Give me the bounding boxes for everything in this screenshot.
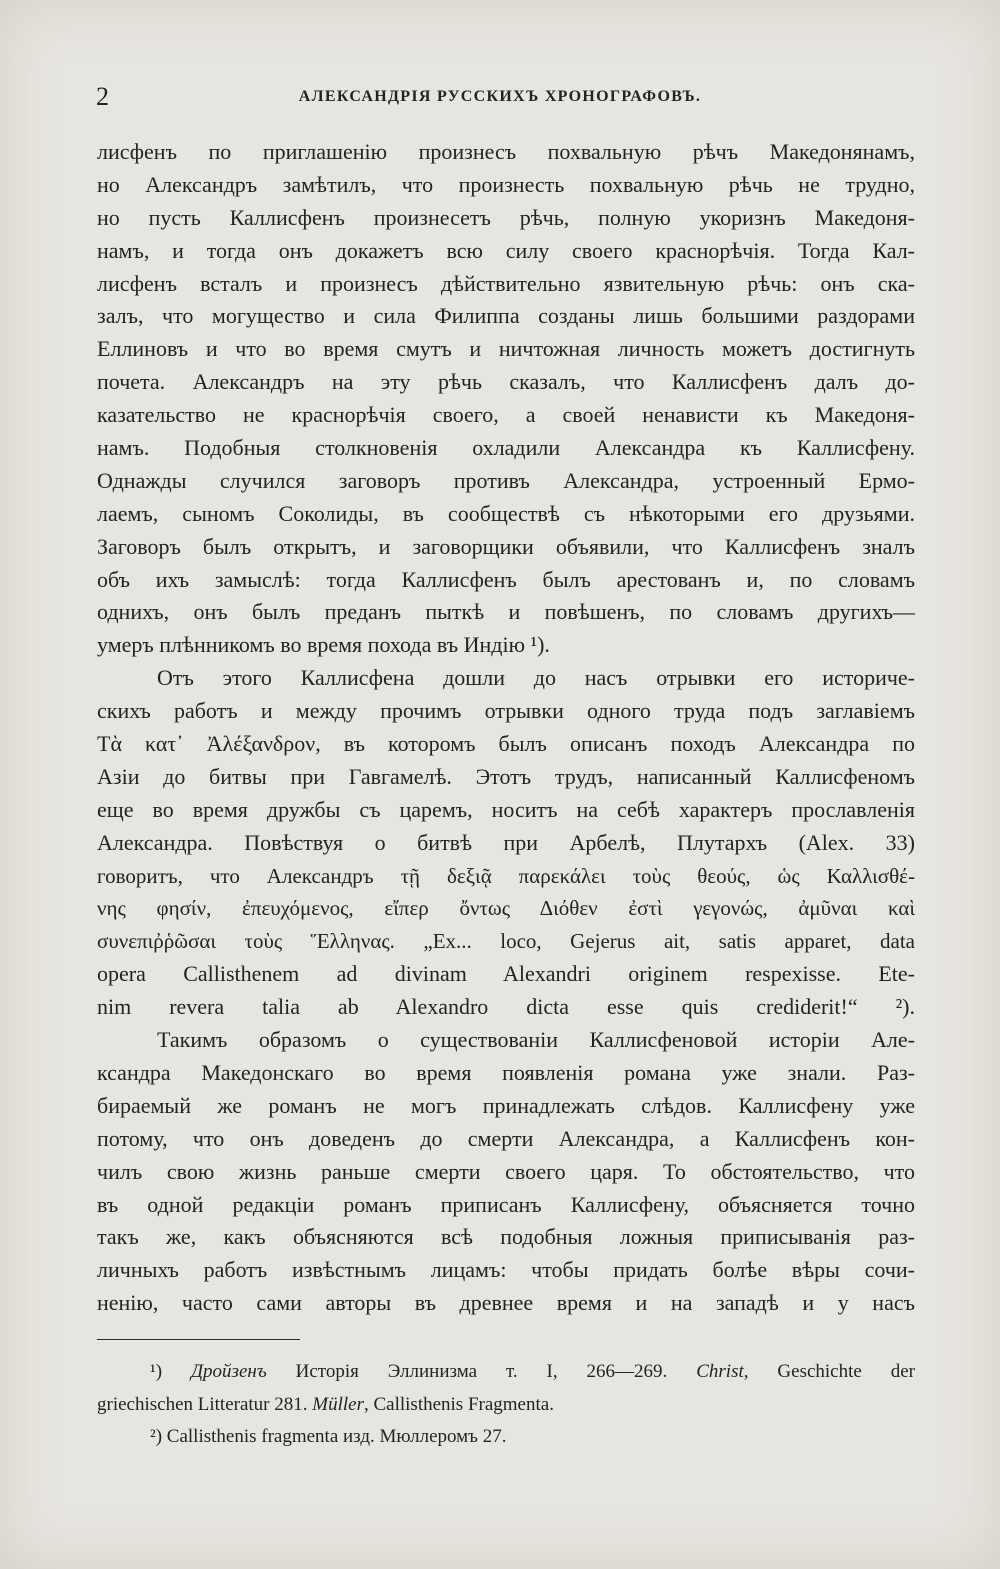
footnote-text: Исторія Эллинизма т. I, 266—269. [266, 1361, 697, 1382]
text-line: бираемый же романъ не могъ принадлежать слѣдов. Каллисфену уже [97, 1092, 915, 1118]
text-line: чилъ свою жизнь раньше смерти своего царя. То обстоятельство, что [97, 1158, 915, 1184]
text-line: лисфенъ всталъ и произнесъ дѣйствительно язвительную рѣчь: онъ ска- [97, 270, 915, 296]
text-line: Τὰ κατ᾽ Ἀλέξανδρον, въ которомъ былъ описанъ походъ Александра по [97, 731, 915, 757]
text-line: но пусть Каллисфенъ произнесетъ рѣчь, полную укоризнъ Македоня- [97, 204, 915, 230]
text-line: въ одной редакціи романъ приписанъ Каллисфену, объясняется точно [97, 1191, 915, 1217]
text-line: но Александръ замѣтилъ, что произнесть похвальную рѣчь не трудно, [97, 171, 915, 197]
paragraph-3 [97, 1024, 915, 1320]
text-line: еще во время дружбы съ царемъ, носитъ на себѣ характеръ прославленія [97, 796, 915, 822]
text-line: намъ. Подобныя столкновенія охладили Александра къ Каллисфену. [97, 435, 915, 461]
text-line: ксандра Македонскаго во время появленія романа уже знали. Раз- [97, 1059, 915, 1085]
running-title: АЛЕКСАНДРІЯ РУССКИХЪ ХРОНОГРАФОВЪ. [298, 88, 702, 105]
footnote-marker: ¹) [150, 1361, 163, 1382]
paragraph-1 [97, 136, 915, 662]
text-line: Однажды случился заговоръ противъ Александра, устроенный Ермо- [97, 467, 915, 493]
footnote-separator [97, 1339, 300, 1340]
footnote-1-continuation [97, 1389, 915, 1422]
text-line: Александра. Повѣствуя о битвѣ при Арбелѣ, Плутархъ (Alex. 33) [97, 829, 915, 855]
text-line: залъ, что могущество и сила Филиппа созданы лишь большими раздорами [97, 303, 915, 329]
footnote-author: Дройзенъ [190, 1361, 267, 1382]
text-line: такъ же, какъ объясняются всѣ подобныя ложныя приписыванія раз- [97, 1224, 915, 1250]
text-line: Такимъ образомъ о существованіи Каллисфеновой исторіи Але- [157, 1027, 915, 1053]
text-line: Заговоръ былъ открытъ, и заговорщики объявили, что Каллисфенъ зналъ [97, 533, 915, 559]
footnote-text: Callisthenis fragmenta изд. Мюллеромъ 27. [162, 1426, 507, 1447]
footnote-author: Christ [696, 1361, 744, 1382]
text-line: почета. Александръ на эту рѣчь сказалъ, что Каллисфенъ далъ до- [97, 369, 915, 395]
footnote-marker: ²) [150, 1426, 163, 1447]
text-line: говоритъ, что Александръ τῇ δεξιᾷ παρεκάλει τοὺς θεούς, ὡς Καλλισθέ- [97, 863, 915, 888]
text-line: однихъ, онъ былъ преданъ пыткѣ и повѣшенъ, по словамъ другихъ— [97, 599, 915, 625]
text-line: νης φησίν, ἐπευχόμενος, εἴπερ ὄντως Διόθεν ἐστὶ γεγονώς, ἀμῦναι καὶ [97, 896, 915, 921]
text-line: намъ, и тогда онъ докажетъ всю силу своего краснорѣчія. Тогда Кал- [97, 237, 915, 263]
footnote-text: , Callisthenis Fragmenta. [363, 1393, 554, 1415]
text-line: лисфенъ по приглашенію произнесъ похвальную рѣчъ Македонянамъ, [97, 139, 915, 164]
text-line: Азіи до битвы при Гавгамелѣ. Этотъ трудъ, написанный Каллисфеномъ [97, 763, 915, 789]
text-line: потому, что онъ доведенъ до смерти Александра, а Каллисфенъ кон- [97, 1125, 915, 1151]
text-line: лаемъ, сыномъ Соколиды, въ сообществѣ съ нѣкоторыми его друзьями. [97, 500, 915, 526]
text-line: умеръ плѣнникомъ во время похода въ Индію ¹). [97, 632, 550, 658]
text-line: opera Callisthenem ad divinam Alexandri originem respexisse. Ete- [97, 961, 915, 987]
text-line: Отъ этого Каллисфена дошли до насъ отрывки его историче- [157, 665, 915, 691]
text-line: скихъ работъ и между прочимъ отрывки одного труда подъ заглавіемъ [97, 698, 915, 724]
footnotes [97, 1356, 915, 1454]
text-line: личныхъ работъ извѣстнымъ лицамъ: чтобы придать болѣе вѣры сочи- [97, 1257, 915, 1283]
text-line: Еллиновъ и что во время смутъ и ничтожная личность можетъ достигнуть [97, 336, 915, 362]
body-text [97, 136, 915, 1320]
text-line: ненію, часто сами авторы въ древнее время и на западѣ и у насъ [97, 1290, 915, 1316]
text-line: казательство не краснорѣчія своего, а своей ненависти къ Македоня- [97, 402, 915, 428]
paragraph-2 [97, 662, 915, 1024]
footnote-2 [97, 1421, 915, 1454]
page-number: 2 [96, 82, 109, 111]
footnote-text: , Geschichte der [743, 1361, 915, 1382]
text-line: объ ихъ замыслѣ: тогда Каллисфенъ былъ арестованъ и, по словамъ [97, 566, 915, 592]
footnote-author: Müller [312, 1393, 364, 1415]
text-line: nim revera talia ab Alexandro dicta esse quis crediderit!“ ²). [97, 994, 915, 1020]
footnote-text: griechischen Litteratur 281. [97, 1393, 313, 1415]
text-line: συνεπιῤῥῶσαι τοὺς Ἕλληνας. „Ex... loco, Gejerus ait, satis apparet, data [97, 929, 915, 954]
footnote-1 [97, 1356, 915, 1389]
